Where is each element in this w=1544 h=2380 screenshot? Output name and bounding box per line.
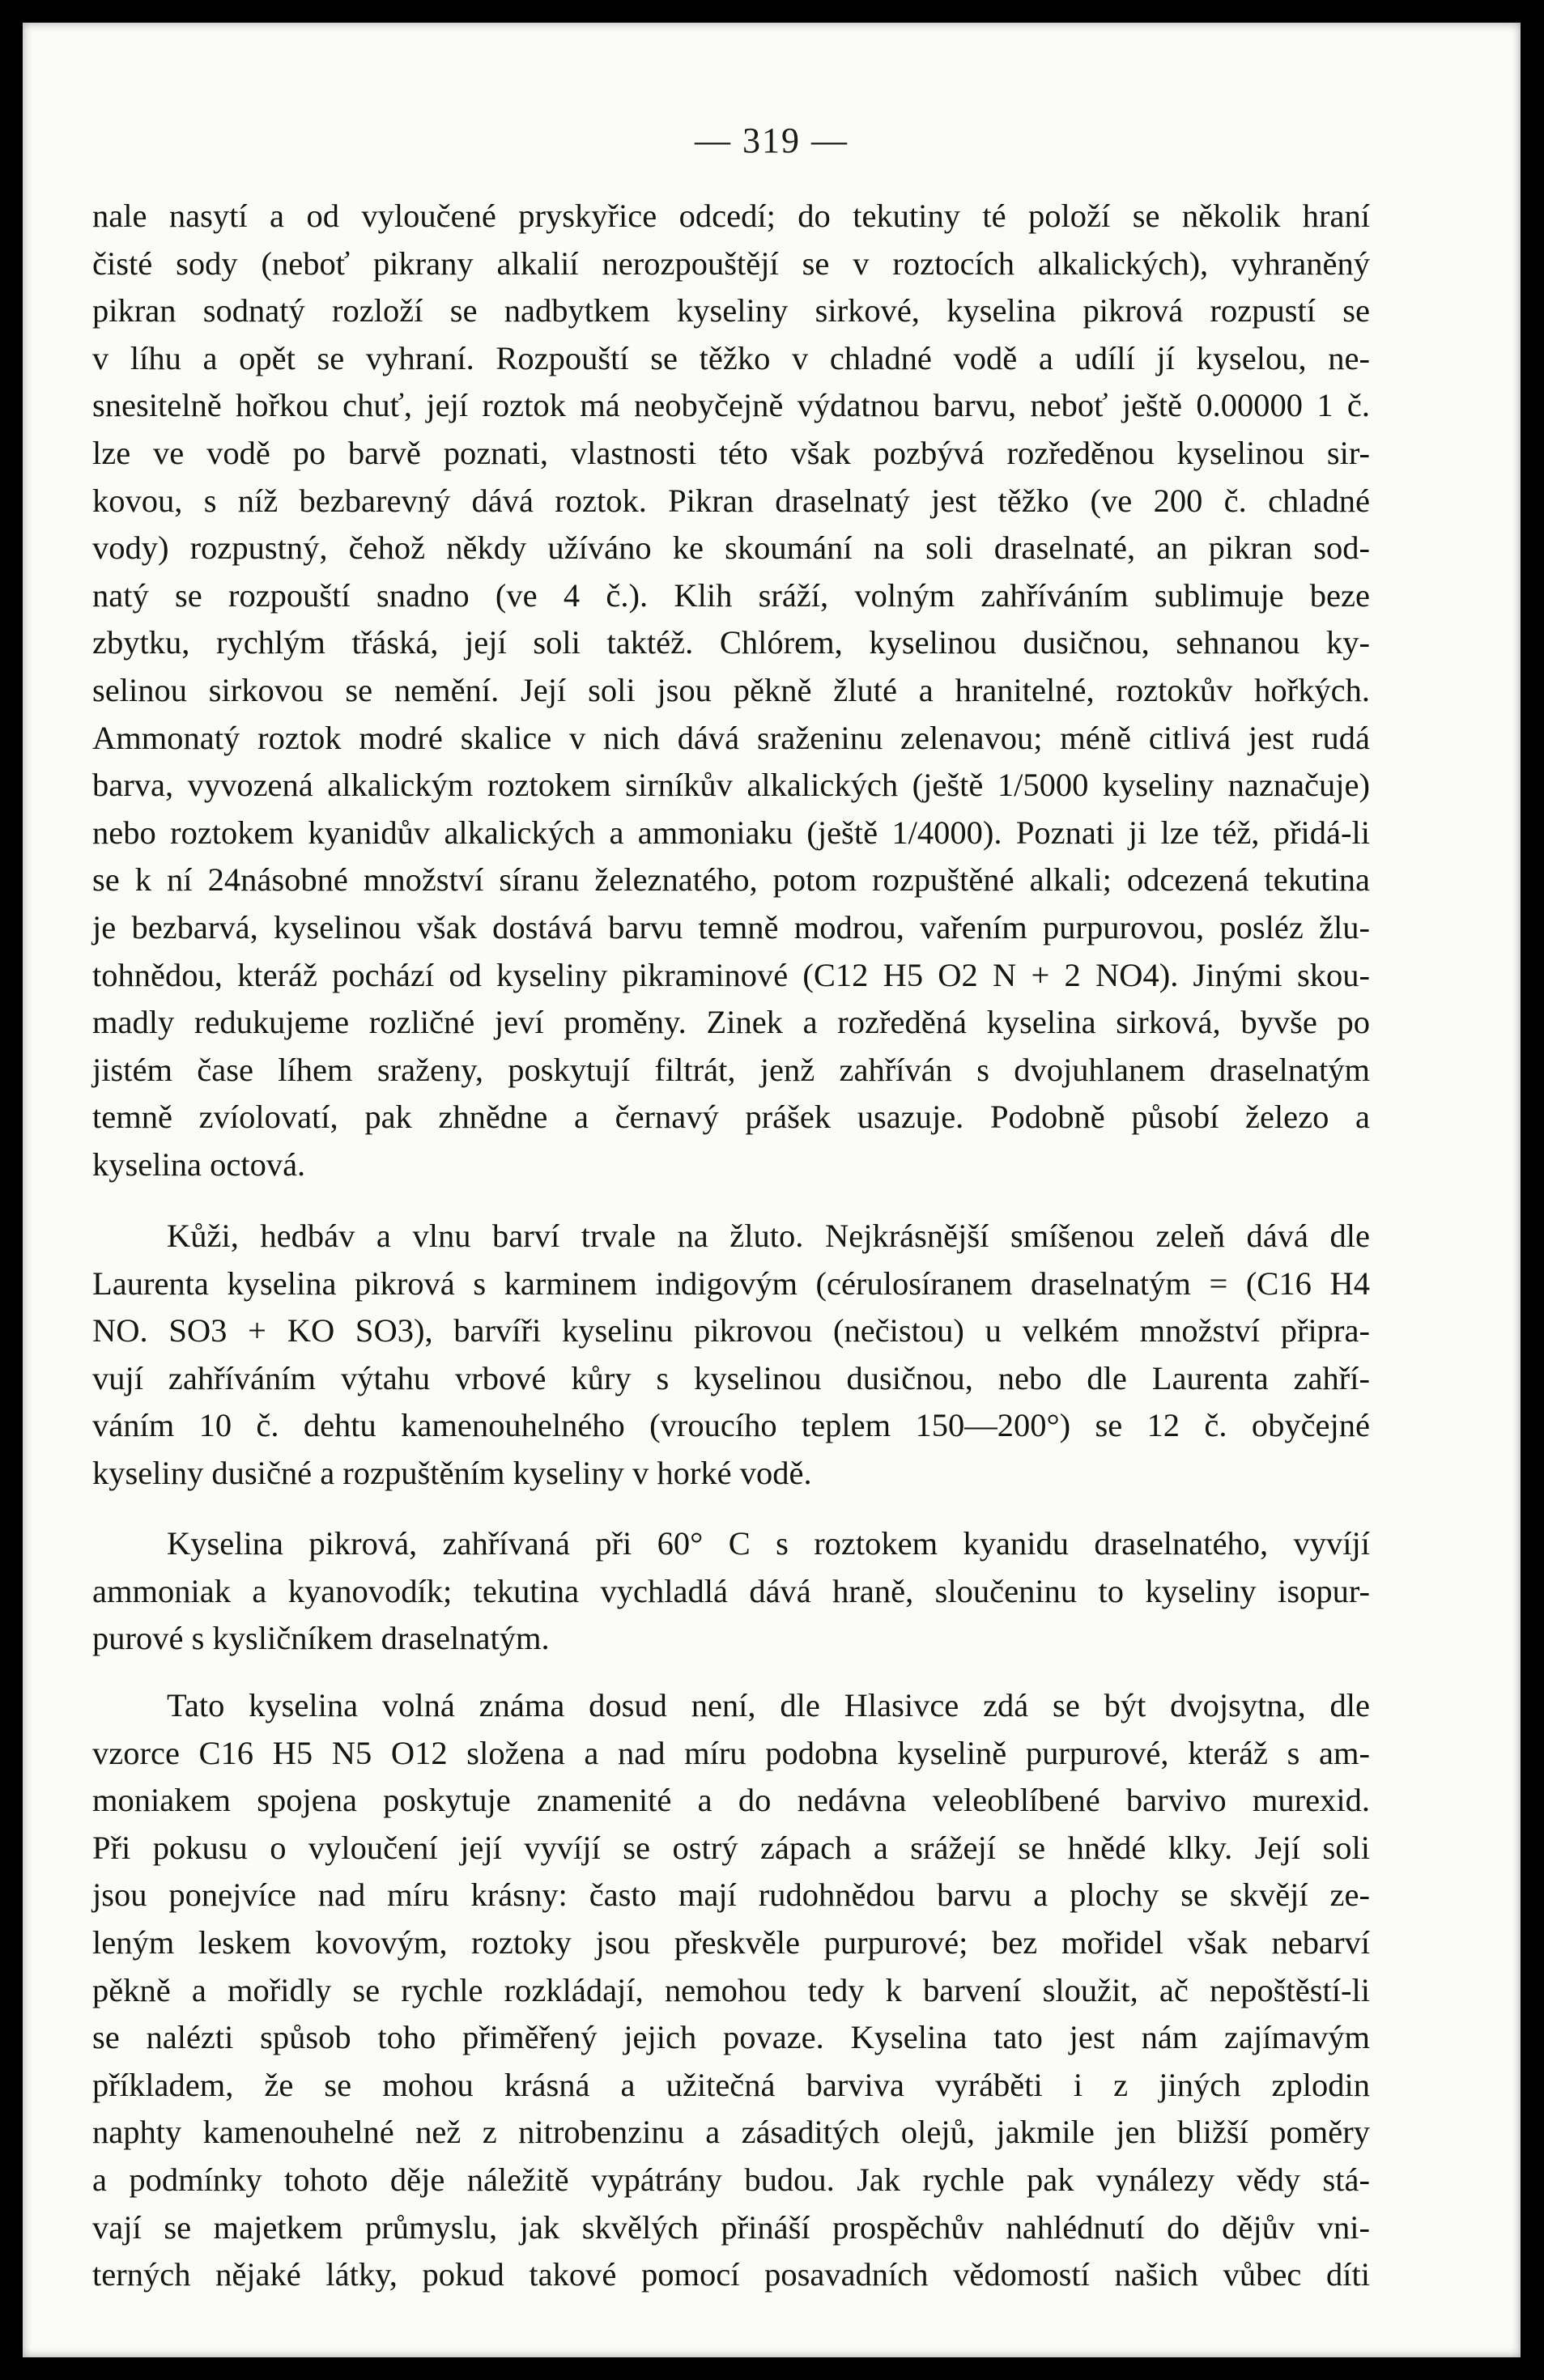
text-line: lze ve vodě po barvě poznati, vlastnosti této však pozbývá rozředěnou kyselinou sir-	[92, 434, 1370, 471]
book-page	[23, 23, 1521, 2357]
text-line: vody) rozpustný, čehož někdy užíváno ke skoumání na soli draselnaté, an pikran sod-	[92, 529, 1370, 567]
text-line: vzorce C16 H5 N5 O12 složena a nad míru podobna kyselině purpurové, kteráž s am-	[92, 1734, 1370, 1771]
text-line: Při pokusu o vyloučení její vyvíjí se ostrý zápach a srážejí se hnědé klky. Její soli	[92, 1829, 1370, 1866]
text-line: madly redukujeme rozličné jeví proměny. Zinek a rozředěná kyselina sirková, byvše po	[92, 1004, 1370, 1041]
text-line: čisté sody (neboť pikrany alkalií nerozpouštějí se v roztocích alkalických), vyhraněný	[92, 244, 1370, 282]
text-line: moniakem spojena poskytuje znamenité a do nedávna veleoblíbené barvivo murexid.	[92, 1782, 1370, 1819]
paragraph-4	[92, 1682, 1370, 2299]
text-line: naphty kamenouhelné než z nitrobenzinu a zásaditých olejů, jakmile jen bližší poměry	[92, 2114, 1370, 2151]
text-line: kovou, s níž bezbarevný dává roztok. Pikran draselnatý jest těžko (ve 200 č. chladné	[92, 482, 1370, 519]
text-line: Kůži, hedbáv a vlnu barví trvale na žluto. Nejkrásnější smíšenou zeleň dává dle	[167, 1218, 1370, 1254]
text-line: Laurenta kyselina pikrová s karminem indigovým (cérulosíranem draselnatým = (C16 H4	[92, 1264, 1370, 1302]
text-line: vují zahříváním výtahu vrbové kůry s kyselinou dusičnou, nebo dle Laurenta zahří-	[92, 1359, 1370, 1396]
text-line: Tato kyselina volná známa dosud není, dle Hlasivce zdá se být dvojsytna, dle	[167, 1687, 1370, 1723]
text-line: barva, vyvozená alkalickým roztokem sirníkův alkalických (ještě 1/5000 kyseliny naznačuje)	[92, 767, 1370, 804]
paragraph-3	[92, 1520, 1370, 1663]
paragraph-1	[92, 193, 1370, 1188]
text-line: se nalézti spůsob toho přiměřený jejich povaze. Kyselina tato jest nám zajímavým	[92, 2019, 1370, 2056]
text-line: selinou sirkovou se nemění. Její soli jsou pěkně žluté a hranitelné, roztokův hořkých.	[92, 671, 1370, 708]
text-line: leným leskem kovovým, roztoky jsou přeskvěle purpurové; bez mořidel však nebarví	[92, 1923, 1370, 1961]
text-line: Kyselina pikrová, zahřívaná při 60° C s roztokem kyanidu draselnatého, vyvíjí	[167, 1525, 1370, 1562]
page-number: — 319 —	[695, 121, 849, 160]
text-line: jistém čase líhem sraženy, poskytují filtrát, jenž zahříván s dvojuhlanem draselnatým	[92, 1051, 1370, 1088]
text-line: váním 10 č. dehtu kamenouhelného (vroucího teplem 150—200°) se 12 č. obyčejné	[92, 1407, 1370, 1444]
paragraph-2	[92, 1213, 1370, 1498]
text-line: kyseliny dusičné a rozpuštěním kyseliny v horké vodě.	[92, 1454, 812, 1491]
text-line: natý se rozpouští snadno (ve 4 č.). Klih sráží, volným zahříváním sublimuje beze	[92, 576, 1370, 614]
text-line: se k ní 24násobné množství síranu železnatého, potom rozpuštěné alkali; odcezená tekutina	[92, 861, 1370, 899]
text-line: NO. SO3 + KO SO3), barvíři kyselinu pikrovou (nečistou) u velkém množství připra-	[92, 1312, 1370, 1349]
text-line: vají se majetkem průmyslu, jak skvělých přináší prospěchův nahlédnutí do dějův vni-	[92, 2208, 1370, 2246]
text-line: tohnědou, kteráž pochází od kyseliny pikraminové (C12 H5 O2 N + 2 NO4). Jinými skou-	[92, 956, 1370, 993]
text-line: a podmínky tohoto děje náležitě vypátrány budou. Jak rychle pak vynálezy vědy stá-	[92, 2161, 1370, 2198]
text-line: snesitelně hořkou chuť, její roztok má neobyčejně výdatnou barvu, neboť ještě 0.00000 1 č.	[92, 387, 1370, 424]
text-line: kyselina octová.	[92, 1145, 306, 1183]
text-line: ammoniak a kyanovodík; tekutina vychladlá dává hraně, sloučeninu to kyseliny isopur-	[92, 1572, 1370, 1609]
text-line: je bezbarvá, kyselinou však dostává barvu temně modrou, vařením purpurovou, posléz žlu-	[92, 908, 1370, 946]
text-line: nale nasytí a od vyloučené pryskyřice odcedí; do tekutiny té položí se několik hraní	[92, 198, 1370, 234]
text-line: purové s kysličníkem draselnatým.	[92, 1620, 550, 1657]
text-line: v líhu a opět se vyhraní. Rozpouští se těžko v chladné vodě a udílí jí kyselou, ne-	[92, 339, 1370, 376]
text-line: zbytku, rychlým třáská, její soli taktéž. Chlórem, kyselinou dusičnou, sehnanou ky-	[92, 624, 1370, 661]
text-line: pěkně a mořidly se rychle rozkládají, nemohou tedy k barvení sloužit, ač nepoštěstí-li	[92, 1971, 1370, 2008]
text-line: temně zvíolovatí, pak zhnědne a černavý prášek usazuje. Podobně působí železo a	[92, 1099, 1370, 1136]
text-line: Ammonatý roztok modré skalice v nich dává sraženinu zelenavou; méně citlivá jest rudá	[92, 719, 1370, 756]
text-line: příkladem, že se mohou krásná a užitečná barviva vyráběti i z jiných zplodin	[92, 2066, 1370, 2103]
text-line: pikran sodnatý rozloží se nadbytkem kyseliny sirkové, kyselina pikrová rozpustí se	[92, 292, 1370, 329]
text-line: nebo roztokem kyanidův alkalických a ammoniaku (ještě 1/4000). Poznati ji lze též, přidá-li	[92, 814, 1370, 851]
text-line: jsou ponejvíce nad míru krásny: často mají rudohnědou barvu a plochy se skvějí ze-	[92, 1876, 1370, 1914]
text-line: terných nějaké látky, pokud takové pomocí posavadních vědomostí našich vůbec díti	[92, 2256, 1370, 2293]
